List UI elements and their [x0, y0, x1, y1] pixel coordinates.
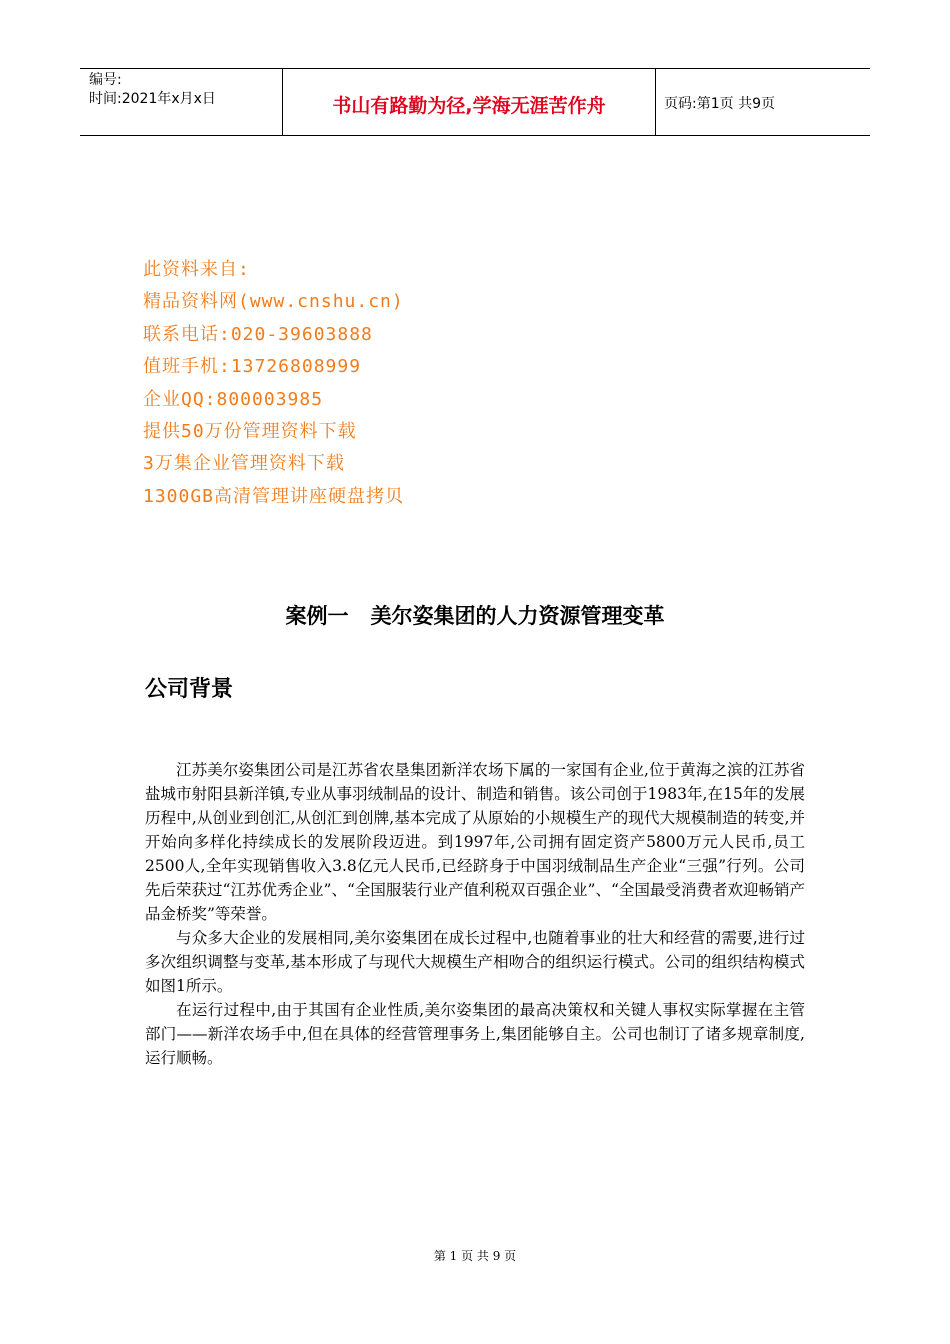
paragraph: 与众多大企业的发展相同,美尔姿集团在成长过程中,也随着事业的壮大和经营的需要,进行过多次组织调整与变革,基本形成了与现代大规模生产相吻合的组织运行模式。公司的组织结构模式如图1所示。 [145, 929, 805, 995]
source-line: 1300GB高清管理讲座硬盘拷贝 [143, 485, 405, 507]
page-header [80, 68, 870, 136]
source-line: 值班手机:13726808999 [143, 356, 362, 378]
source-line: 联系电话:020-39603888 [143, 323, 373, 345]
source-line: 3万集企业管理资料下载 [143, 453, 345, 475]
source-line: 提供50万份管理资料下载 [143, 421, 357, 443]
header-motto: 书山有路勤为径,学海无涯苦作舟 [283, 69, 656, 135]
header-meta [80, 69, 283, 135]
section-heading: 公司背景 [145, 677, 234, 702]
source-line: 精品资料网(www.cnshu.cn) [143, 291, 404, 313]
source-line: 此资料来自: [143, 259, 250, 280]
paragraph: 江苏美尔姿集团公司是江苏省农垦集团新洋农场下属的一家国有企业,位于黄海之滨的江苏省盐城市射阳县新洋镇,专业从事羽绒制品的设计、制造和销售。该公司创于1983年,在15年的发展历程中,从创业到创汇,从创汇到创牌,基本完成了从原始的小规模生产的现代大规模制造的转变,并开始向多样化持续成长的发展阶段迈进。到1997年,公司拥有固定资产5800万元人民币,员工2500人,全年实现销售收入3.8亿元人民币,已经跻身于中国羽绒制品生产企业“三强”行列。公司先后荣获过“江苏优秀企业”、“全国服装行业产值利税双百强企业”、“全国最受消费者欢迎畅销产品金桥奖”等荣誉。 [145, 761, 805, 923]
paragraph: 在运行过程中,由于其国有企业性质,美尔姿集团的最高决策权和关键人事权实际掌握在主管部门——新洋农场手中,但在具体的经营管理事务上,集团能够自主。公司也制订了诸多规章制度,运行顺畅。 [145, 1001, 805, 1067]
source-info-block [143, 254, 404, 513]
document-title: 案例一 美尔姿集团的人力资源管理变革 [285, 604, 665, 628]
header-page-info: 页码:第1页 共9页 [664, 96, 775, 112]
time-label: 时间:2021年x月x日 [89, 91, 216, 107]
source-line: 企业QQ:800003985 [143, 388, 324, 410]
footer-page-number: 第 1 页 共 9 页 [433, 1249, 517, 1263]
serial-label: 编号: [89, 72, 122, 88]
body-text [145, 758, 805, 1070]
